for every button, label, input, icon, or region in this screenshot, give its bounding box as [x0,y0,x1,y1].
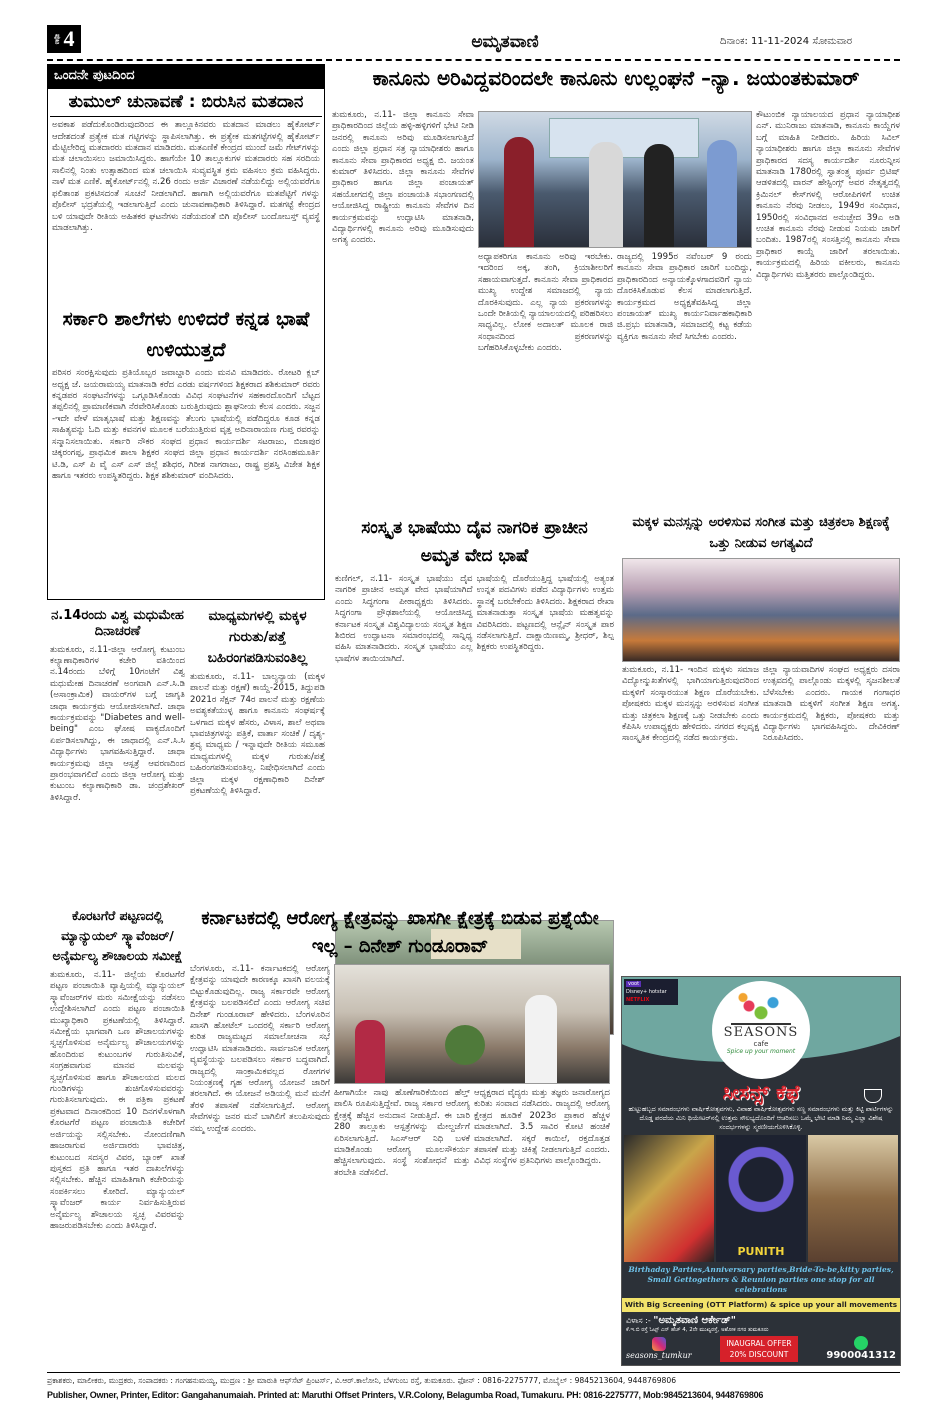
music-columns [622,665,900,974]
seasons-cafe-ad [621,976,901,1366]
instagram-handle[interactable]: seasons_tumkur [626,1351,692,1360]
ad-address-line [626,1314,896,1327]
health-subcolumns [334,1088,610,1366]
photo-person [504,137,534,247]
photo-person [707,140,737,248]
photo-health-minister [334,964,610,1084]
health-columns [190,964,610,1366]
whatsapp-icon [854,1336,868,1350]
photo-person [355,1020,385,1084]
main-article-col3: ರಾಜ್ಯದಲ್ಲಿ 1995ರ ನವೆಂಬರ್ 9 ರಂದು ಕಾನೂನು ಸೇವಾ ಪ್ರಾಧಿಕಾರ ಜಾರಿಗೆ ಬಂದಿದ್ದು, ಪ್ರಾಧಿಕಾರದಿಂದ ಅನ್ಯಾಯಕ್ಕೊಳಗಾದವರಿಗೆ ನ್ಯಾಯ ದೊರಕಿಸಿಕೊಡುವ ಕೆಲಸ ಮಾಡಲಾಗುತ್ತಿದೆ. ಕಾರ್ಯಕ್ರಮದ ಅಧ್ಯಕ್ಷತೆವಹಿಸಿದ್ದ ಜಿಲ್ಲಾ ಪಂಚಾಯತ್ ಮುಖ್ಯ ಕಾರ್ಯನಿರ್ವಾಹಕಾಧಿಕಾರಿ ಜಿ.ಪ್ರಭು ಮಾತನಾಡಿ, ಸಮಾಜದಲ್ಲಿ ಕಟ್ಟ ಕಡೆಯ ವ್ಯಕ್ತಿಗೂ ಕಾನೂನು ಸೇವೆ ಸಿಗಬೇಕು ಎಂದರು. [617,252,752,342]
koratagere-article [50,906,185,1366]
ad-phone[interactable]: 9900041312 [826,1350,896,1361]
photo-person [589,142,623,248]
header-divider [47,59,900,61]
article-tumul-body: ಅವಕಾಶ ಪಡೆದುಕೊಂಡಿರುವುದರಿಂದ ಈ ತಾಲ್ಲೂಕಿನವರು ಮತದಾನ ಮಾಡಲು ಹೈಕೋರ್ಟ್ ಆದೇಶದಂತೆ ಪ್ರತ್ಯೇಕ ಮತ ಗಟ್ಟಿಗಳನ್ನು ಸ್ಥಾಪಿಸಲಾಗಿತ್ತು. ಈ ಪ್ರತ್ಯೇಕ ಮತಗಟ್ಟೆಗಳಲ್ಲಿ ಹೈಕೋರ್ಟ್ ಮೆಟ್ಟಿಲೇರಿದ್ದ ಮತದಾರರು ಮತದಾನ ಮಾಡಿದರು. ಮತಎಣಿಕೆ ಕೇಂದ್ರದ ಮುಂದೆ ಜಮೆ ಗೇಟ್‌ಗಳನ್ನು ಮತ ಚಲಾಯಿಸಲು ಜಮಾಯಿಸಿದ್ದರು. ಹಾಗೆಯೇ 10 ತಾಲ್ಲೂಕುಗಳ ಮತದಾರರು ಸಹ ಸರದಿಯ ಸಾಲಿನಲ್ಲಿ ನಿಂತು ಉತ್ಸಾಹದಿಂದ ಮತ ಚಲಾಯಿಸಿ ಸುವ್ಯವಸ್ಥಿತ ಕ್ರಮ ವಹಿಸಲು ಕ್ರಮ ವಹಿಸಿದ್ದರು. ನಾಳೆ ಮತ ಎಣಿಕೆ. ಹೈಕೋರ್ಟ್‌ನಲ್ಲಿ ನ.26 ರಂದು ಅರ್ಜಿ ವಿಚಾರಣೆ ನಡೆಯಲಿದ್ದು ಅಲ್ಲಿಯವರೆಗೂ ಫಲಿತಾಂಶ ಪ್ರಕಟಿಸದಂತೆ ಸೂಚನೆ ನೀಡಲಾಗಿದೆ. ಹಾಗಾಗಿ ಅಲ್ಲಿಯವರೆಗೂ ಮತಪೆಟ್ಟಿಗೆ ಗಳನ್ನು ಪೊಲೀಸ್ ಭದ್ರತೆಯಲ್ಲಿ ಇಡಲಾಗುತ್ತಿದೆ ಎಂದು ಚುನಾವಣಾಧಿಕಾರಿ ತಿಳಿಸಿದ್ದಾರೆ. ಮತಗಟ್ಟೆ ಕೇಂದ್ರದ ಬಳಿ ಯಾವುದೇ ರೀತಿಯ ಅಹಿತಕರ ಘಟನೆಗಳು ನಡೆಯದಂತೆ ಬಿಗಿ ಪೊಲೀಸ್ ಬಂದೋಬಸ್ತ್ ವ್ಯವಸ್ಥೆ ಮಾಡಲಾಗಿತ್ತು. [52,120,320,233]
logo-tagline: Spice up your moment [726,1048,796,1055]
footer-english: Publisher, Owner, Printer, Editor: Gangahanumaiah. Printed at: Maruthi Offset Printers, V.R.Colony, Belagumba Road, Tumakuru. PH: 0816-2275777, Mob:9845213604, 9448769806 [47,1390,764,1400]
photo-music-group [622,558,900,662]
article-koratagere-body: ತುಮಕೂರು, ನ.11- ಜಿಲ್ಲೆಯ ಕೊರಟಗೆರೆ ಪಟ್ಟಣ ಪಂಚಾಯಿತಿ ವ್ಯಾಪ್ತಿಯಲ್ಲಿ ಮ್ಯಾನ್ಯುಯಲ್ ಸ್ಕ್ಯಾವೆಂಜರ್‌ಗಳ ಮರು ಸಮೀಕ್ಷೆಯನ್ನು ನಡೆಸಲು ಉದ್ದೇಶಿಸಲಾಗಿದೆ ಎಂದು ಪಟ್ಟಣ ಪಂಚಾಯಿತಿ ಮುಖ್ಯಾಧಿಕಾರಿ ಪ್ರಕಟಣೆಯಲ್ಲಿ ತಿಳಿಸಿದ್ದಾರೆ. ಸಮೀಕ್ಷೆಯ ಭಾಗವಾಗಿ ಒಣ ಶೌಚಾಲಯಗಳನ್ನು ಸ್ವಚ್ಛಗೊಳಿಸುವ ಅನೈರ್ಮಲ್ಯ ಶೌಚಾಲಯಗಳನ್ನು ಹೊಂದಿರುವ ಕುಟುಂಬಗಳ ಗುರುತಿಸುವಿಕೆ, ಸಂಗ್ರಹವಾಗುವ ಮಾನವ ಮಲವನ್ನು ಸ್ವಚ್ಛಗೊಳಿಸುವ ಹಾಗೂ ಶೌಚಾಲಯದ ಮಲದ ಗುಂಡಿಗಳನ್ನು ಶುಚಿಗೊಳಿಸುವವರನ್ನು ಗುರುತಿಸಲಾಗುವುದು. ಈ ಪತ್ರಿಕಾ ಪ್ರಕಟಣೆ ಪ್ರಕಟವಾದ ದಿನಾಂಕದಿಂದ 10 ದಿನಗಳೊಳಗಾಗಿ ಕೊರಟಗೆರೆ ಪಟ್ಟಣ ಪಂಚಾಯಿತಿ ಕಚೇರಿಗೆ ಅರ್ಜಿಯನ್ನು ಸಲ್ಲಿಸಬೇಕು. ನೋಂದಣಿಗಾಗಿ ಹಾಜರಾಗುವ ಅರ್ಜಿದಾರರು ಭಾವಚಿತ್ರ, ಕುಟುಂಬದ ಸದಸ್ಯರ ವಿವರ, ಬ್ಯಾಂಕ್ ಖಾತೆ ಪುಸ್ತಕದ ಪ್ರತಿ ಹಾಗೂ ಇತರ ದಾಖಲೆಗಳನ್ನು ಸಲ್ಲಿಸಬೇಕು. ಹೆಚ್ಚಿನ ಮಾಹಿತಿಗಾಗಿ ಕಚೇರಿಯನ್ನು ಸಂಪರ್ಕಿಸಲು ಕೋರಿದೆ. ಮ್ಯಾನ್ಯುಯಲ್ ಸ್ಕ್ಯಾವೆಂಜರ್ ಕಾರ್ಯ ನಿರ್ವಹಿಸುತ್ತಿರುವ ಅನೈರ್ಮಲ್ಯ ಶೌಚಾಲಯ ಸ್ವಚ್ಛ ವಿವರವನ್ನು ಹಾಜರುಪಡಿಸಬೇಕು ಎಂದು ತಿಳಿಸಿದ್ದಾರೆ. [50,970,185,1231]
section-banner: ಒಂದನೇ ಪುಟದಿಂದ [48,65,324,89]
headline-health: ಕರ್ನಾಟಕದಲ್ಲಿ ಆರೋಗ್ಯ ಕ್ಷೇತ್ರವನ್ನು ಖಾಸಗೀ ಕ್ಷೇತ್ರಕ್ಕೆ ಬಿಡುವ ಪ್ರಶ್ನೆಯೇ ಇಲ್ಲ – ದಿನೇಶ್ ಗುಂಡೂರಾವ್ [201,908,599,957]
article-sanskrit-col1: ಕುಣಿಗಲ್, ನ.11- ಸಂಸ್ಕೃತ ಭಾಷೆಯು ದೈವ ನಾಗರಿಕ ಪ್ರಾಚೀನ ಅಮೃತ ವೇದ ಭಾಷೆಯಾಗಿದೆ ಎಂದು ಸಿದ್ಧಗಂಗಾ ಪೀಠಾಧ್ಯಕ್ಷರು ತಿಳಿಸಿದರು. ಸಿದ್ಧಗಂಗಾ ಪ್ರೌಢಶಾಲೆಯಲ್ಲಿ ಆಯೋಜಿಸಿದ್ದ ಕರ್ನಾಟಕ ಸಂಸ್ಕೃತ ವಿಶ್ವವಿದ್ಯಾಲಯ ಸಂಸ್ಕೃತ ಶಿಕ್ಷಣ ಶಿಬಿರದ ಉದ್ಘಾಟನಾ ಸಮಾರಂಭದಲ್ಲಿ ಸಾನ್ನಿಧ್ಯ ವಹಿಸಿ ಮಾತನಾಡಿದರು. ಸಂಸ್ಕೃತ ಭಾಷೆಯು ಎಲ್ಲ ಭಾಷೆಗಳ ತಾಯಿಯಾಗಿದೆ. [335,574,473,664]
seasons-logo [712,981,810,1079]
photo-decor-hall [624,1135,714,1262]
photo-legal-awareness-event [478,111,752,248]
ad-address: ಕೆ.ಇ.ಬಿ ರಸ್ತೆ ಓಟ್ಸ್ ಎನ್ ಹೆಚ್ 4, 2ನೇ ಮುಖ್ಯರಸ್ತೆ, ಅಶೋಕ ನಗರ ತುಮಕೂರು [626,1326,769,1333]
headline-tumul: ತುಮುಲ್ ಚುನಾವಣೆ : ಬಿರುಸಿನ ಮತದಾನ [50,92,322,117]
photo-balloon-arch [716,1135,806,1262]
page-number: 4 [63,26,75,51]
instagram-icon [652,1337,666,1351]
ad-photo-collage [624,1135,898,1262]
address-name: "ಅಮೃತವಾಣಿ ಆರ್ಕೇಡ್" [653,1314,736,1326]
instagram-block [626,1337,692,1361]
page-label: ಪುಟ [53,33,62,45]
sanskrit-article [335,514,614,780]
ad-contact-row [622,1334,900,1365]
address-label: ವಿಳಾಸ :- [626,1315,651,1325]
photo-punith-text: PUNITH [737,1244,785,1258]
photo-banner [549,118,699,158]
continued-section-box [47,64,325,600]
headline-schools: ಸರ್ಕಾರಿ ಶಾಲೆಗಳು ಉಳಿದರೆ ಕನ್ನಡ ಭಾಷೆ ಉಳಿಯುತ್ತದೆ [62,308,310,362]
headline-koratagere: ಕೊರಟಗೆರೆ ಪಟ್ಟಣದಲ್ಲಿ ಮ್ಯಾನ್ಯುಯಲ್ ಸ್ಕ್ಯಾವೆಂಜರ್/ ಅನೈರ್ಮಲ್ಯ ಶೌಚಾಲಯ ಸಮೀಕ್ಷೆ [52,908,183,963]
ad-parties-text: Birthaday Parties,Anniversary parties,Bride-To-be,kitty parties, Small Gettogethers & Reunion parties one stop for all celebrations [628,1264,894,1294]
photo-cafe-interior [808,1135,898,1262]
main-headline: ಕಾನೂನು ಅರಿವಿದ್ದವರಿಂದಲೇ ಕಾನೂನು ಉಲ್ಲಂಘನೆ –ನ್ಯಾ. ಜಯಂತಕುಮಾರ್ [372,66,860,90]
photo-person [525,995,557,1084]
health-article [190,905,610,1366]
page-number-box [47,25,81,53]
main-article-col4: ಕೌಟುಂಬಿಕ ನ್ಯಾಯಾಲಯದ ಪ್ರಧಾನ ನ್ಯಾಯಾಧೀಶ ಎನ್. ಮುನಿರಾಜು ಮಾತನಾಡಿ, ಕಾನೂನು ಕಾಯ್ದೆಗಳ ಬಗ್ಗೆ ಮಾಹಿತಿ ನೀಡಿದರು. ಹಿರಿಯ ಸಿವಿಲ್ ನ್ಯಾಯಾಧೀಶರು ಹಾಗೂ ಜಿಲ್ಲಾ ಕಾನೂನು ಸೇವೆಗಳ ಪ್ರಾಧಿಕಾರದ ಸದಸ್ಯ ಕಾರ್ಯದರ್ಶಿ ನೂರುನ್ನೀಸ ಮಾತನಾಡಿ 1780ರಲ್ಲಿ ಸ್ವಾತಂತ್ರ್ಯ ಪೂರ್ವ ಬ್ರಿಟಿಷ್ ಆಡಳಿತದಲ್ಲಿ ವಾರನ್ ಹೇಸ್ಟಿಂಗ್ಸ್ ಅವರ ನೇತೃತ್ವದಲ್ಲಿ ಕ್ರಿಮಿನಲ್ ಕೇಸ್‌ಗಳಲ್ಲಿ ಆರೋಪಿಗಳಿಗೆ ಉಚಿತ ಕಾನೂನು ನೆರವು ನೀಡಲು, 1949ರ ಸಂವಿಧಾನ, 1950ರಲ್ಲಿ ಸಂವಿಧಾನದ ಅನುಚ್ಛೇದ 39ಎ ಅಡಿ ಉಚಿತ ಕಾನೂನು ನೆರವು ನೀಡುವ ನಿಯಮ ಜಾರಿಗೆ ಬಂದಿತು. 1987ರಲ್ಲಿ ಸಂಸತ್ತಿನಲ್ಲಿ ಕಾನೂನು ಸೇವಾ ಪ್ರಾಧಿಕಾರ ಕಾಯ್ದೆ ಜಾರಿಗೆ ತರಲಾಯಿತು. ಕಾರ್ಯಕ್ರಮದಲ್ಲಿ ಹಿರಿಯ ವಕೀಲರು, ಕಾನೂನು ವಿದ್ಯಾರ್ಥಿಗಳು ಮತ್ತಿತರರು ಪಾಲ್ಗೊಂಡಿದ್ದರು. [756,110,900,280]
logo-text: SEASONS [723,1025,799,1040]
ott-logos [624,979,678,1005]
article-sanskrit-col2: ಭಾಷೆಯಲ್ಲಿ ದೊರೆಯುತ್ತಿದ್ದ ಭಾಷೆಯಲ್ಲಿ ಅತ್ಯಂತ ಉನ್ನತ ಪದವಿಗಳು ಪಡೆದ ವಿದ್ಯಾರ್ಥಿಗಳು ಉತ್ತಮ ಸ್ಥಾನಕ್ಕೆ ಬರಬೇಕೆಂದು ತಿಳಿಸಿದರು. ಶಿಕ್ಷಕರಾದ ರೇಖಾ ಮಾತನಾಡುತ್ತಾ ಸಂಸ್ಕೃತ ಭಾಷೆಯ ಮಹತ್ವವನ್ನು ವಿವರಿಸಿದರು. ಪಟ್ಟಣದಲ್ಲಿ ಆನ್ಲೈನ್ ಸಂಸ್ಕೃತ ಪಾಠ ನಡೆಸಲಾಗುತ್ತಿದೆ. ದಾಕ್ಷಾಯಿಣಮ್ಮ, ಶ್ರೀಧರ್, ಶಿಲ್ಪ ಶಿಕ್ಷಕರು ಉಪಸ್ಥಿತರಿದ್ದರು. [476,574,614,653]
article-health-col1: ಬೆಂಗಳೂರು, ನ.11- ಕರ್ನಾಟಕದಲ್ಲಿ ಆರೋಗ್ಯ ಕ್ಷೇತ್ರವನ್ನು ಯಾವುದೇ ಕಾರಣಕ್ಕೂ ಖಾಸಗಿ ವಲಯಕ್ಕೆ ಬಿಟ್ಟುಕೊಡುವುದಿಲ್ಲ. ರಾಜ್ಯ ಸರ್ಕಾರವೇ ಆರೋಗ್ಯ ಕ್ಷೇತ್ರವನ್ನು ಬಲಪಡಿಸಲಿದೆ ಎಂದು ಆರೋಗ್ಯ ಸಚಿವ ದಿನೇಶ್ ಗುಂಡೂರಾವ್ ಹೇಳಿದರು. ಬೆಂಗಳೂರಿನ ಖಾಸಗಿ ಹೋಟೆಲ್ ಒಂದರಲ್ಲಿ ಸರ್ಕಾರಿ ಆರೋಗ್ಯ ಕುರಿತ ರಾಜ್ಯಮಟ್ಟದ ಸಮಾಲೋಚನಾ ಸಭೆ ಉದ್ಘಾಟಿಸಿ ಮಾತನಾಡಿದರು. ಸಾರ್ವಜನಿಕ ಆರೋಗ್ಯ ವ್ಯವಸ್ಥೆಯನ್ನು ಬಲಪಡಿಸಲು ಸರ್ಕಾರ ಬದ್ಧವಾಗಿದೆ. ರಾಜ್ಯದಲ್ಲಿ ಸಾಂಕ್ರಾಮಿಕವಲ್ಲದ ರೋಗಗಳ ನಿಯಂತ್ರಣಕ್ಕೆ ಗೃಹ ಆರೋಗ್ಯ ಯೋಜನೆ ಜಾರಿಗೆ ತರಲಾಗಿದೆ. ಈ ಯೋಜನೆ ಅಡಿಯಲ್ಲಿ ಮನೆ ಮನೆಗೆ ತೆರಳಿ ತಪಾಸಣೆ ನಡೆಸಲಾಗುತ್ತಿದೆ. ಆರೋಗ್ಯ ಸೇವೆಗಳನ್ನು ಜನರ ಮನೆ ಬಾಗಿಲಿಗೆ ತಲುಪಿಸುವುದು ನಮ್ಮ ಉದ್ದೇಶ ಎಂದರು. [190,964,330,1134]
headline-music: ಮಕ್ಕಳ ಮನಸ್ಸನ್ನು ಅರಳಿಸುವ ಸಂಗೀತ ಮತ್ತು ಚಿತ್ರಕಲಾ ಶಿಕ್ಷಣಕ್ಕೆ ಒತ್ತು ನೀಡುವ ಅಗತ್ಯವಿದೆ [632,515,890,551]
main-article-col1: ತುಮಕೂರು, ನ.11- ಜಿಲ್ಲಾ ಕಾನೂನು ಸೇವಾ ಪ್ರಾಧಿಕಾರದಿಂದ ಜಿಲ್ಲೆಯ ಹಳ್ಳಿ-ಹಳ್ಳಿಗಳಿಗೆ ಭೇಟಿ ನೀಡಿ ಜನರಲ್ಲಿ ಕಾನೂನು ಅರಿವು ಮೂಡಿಸಲಾಗುತ್ತಿದೆ ಎಂದು ಜಿಲ್ಲಾ ಪ್ರಧಾನ ಸತ್ರ ನ್ಯಾಯಾಧೀಶರು ಹಾಗೂ ಕಾನೂನು ಸೇವಾ ಪ್ರಾಧಿಕಾರದ ಅಧ್ಯಕ್ಷ ಬಿ. ಜಯಂತ ಕುಮಾರ್ ತಿಳಿಸಿದರು. ಜಿಲ್ಲಾ ಕಾನೂನು ಸೇವೆಗಳ ಪ್ರಾಧಿಕಾರ ಹಾಗೂ ಜಿಲ್ಲಾ ಪಂಚಾಯತ್ ಸಹಯೋಗದಲ್ಲಿ ಜಿಲ್ಲಾ ಪಂಚಾಯತಿ ಸಭಾಂಗಣದಲ್ಲಿ ಆಯೋಜಿಸಿದ್ದ ರಾಷ್ಟ್ರೀಯ ಕಾನೂನು ಸೇವೆಗಳ ದಿನ ಕಾರ್ಯಕ್ರಮವನ್ನು ಉದ್ಘಾಟಿಸಿ ಮಾತನಾಡಿ, ವಿದ್ಯಾರ್ಥಿಗಳಲ್ಲಿ ಕಾನೂನು ಅರಿವು ಮೂಡಿಸುವುದು ಅಗತ್ಯ ಎಂದರು. [332,110,474,246]
main-article-col2: ಅಧ್ಯಾಪಕರಿಗೂ ಕಾನೂನು ಅರಿವು ಇರಬೇಕು. ಇದರಿಂದ ಅಕ್ಕ, ತಂಗಿ, ಕ್ರಿಯಾಶೀಲರಿಗೆ ಸಹಾಯವಾಗುತ್ತದೆ. ಕಾನೂನು ಸೇವಾ ಪ್ರಾಧಿಕಾರದ ಮುಖ್ಯ ಉದ್ದೇಶ ಸಮಾಜದಲ್ಲಿ ನ್ಯಾಯ ದೊರಕಿಸುವುದು. ಎಲ್ಲ ನ್ಯಾಯ ಪ್ರಕರಣಗಳನ್ನು ಒಂದೇ ರೀತಿಯಲ್ಲಿ ನ್ಯಾಯಾಲಯದಲ್ಲಿ ಪರಿಹರಿಸಲು ಸಾಧ್ಯವಿಲ್ಲ. ಲೋಕ ಅದಾಲತ್ ಮೂಲಕ ರಾಜಿ ಸಂಧಾನದಿಂದ ಪ್ರಕರಣಗಳನ್ನು ಬಗೆಹರಿಸಿಕೊಳ್ಳಬೇಕು ಎಂದರು. [478,252,613,354]
phone-block [826,1336,896,1362]
inaugural-offer-badge [720,1336,797,1362]
ad-screening-banner: With Big Screening (OTT Platform) & spice up your all movements [622,1298,900,1312]
paper-name: ಅಮೃತವಾಣಿ [471,32,539,52]
footer-divider [47,1372,900,1373]
footer-kannada: ಪ್ರಕಾಶಕರು, ಮಾಲೀಕರು, ಮುದ್ರಕರು, ಸಂಪಾದಕರು : ಗಂಗಹನುಮಯ್ಯ, ಮುದ್ರಣ : ಶ್ರೀ ಮಾರುತಿ ಆಫ್‌ಸೆಟ್ ಪ್ರಿಂಟರ್ಸ್, ವಿ.ಆರ್.ಕಾಲೋನಿ, ಬೆಳಗುಂಬ ರಸ್ತೆ, ತುಮಕೂರು. ಫೋನ್ : 0816-2275777, ಮೊಬೈಲ್ : 9845213604, 9448769806 [47,1376,677,1385]
music-article [622,512,900,974]
photo-person [644,144,674,248]
ott-voot: voot [628,981,640,987]
offer-line-2: 20% DISCOUNT [729,1350,789,1359]
diabetes-article [50,608,185,898]
tree-icon [731,989,791,1025]
ad-description: ಹುಟ್ಟುಹಬ್ಬದ ಸಮಾರಂಭಗಳು ವಾರ್ಷಿಕೋತ್ಸವಗಳು, ವಿವಾಹ ವಾರ್ಷಿಕೋತ್ಸವಗಳು ಸಣ್ಣ ಸಮಾರಂಭಗಳು ಮತ್ತು ಕಿಟ್ಟಿ ಪಾರ್ಟಿಗಳನ್ನು ದೊಡ್ಡ ಪರದೆಯ ಮಿನಿ ಥಿಯೇಟರ್‌ನಲ್ಲಿ ಉತ್ತಮ ಸೌಲಭ್ಯದೊಂದಿಗೆ ಆಚರಿಸಲು ಒಮ್ಮೆ ಭೇಟಿ ಮಾಡಿ ನಿಮ್ಮ ಎಲ್ಲಾ ವಿಶೇಷ ಸಂದರ್ಭಗಳನ್ನು ಸ್ಮರಣೀಯಗೊಳಿಸಿಕೊಳ್ಳಿ. [628,1105,894,1131]
article-media-body: ತುಮಕೂರು, ನ.11- ಬಾಲ್ಯನ್ಯಾಯ (ಮಕ್ಕಳ ಪಾಲನೆ ಮತ್ತು ರಕ್ಷಣೆ) ಕಾಯ್ದೆ-2015, ತಿದ್ದುಪಡಿ 2021ರ ಸೆಕ್ಷನ್ 74ರ ಪಾಲನೆ ಮತ್ತು ರಕ್ಷಣೆಯ ಅವಶ್ಯಕತೆಯುಳ್ಳ ಹಾಗೂ ಕಾನೂನು ಸಂಘರ್ಷಕ್ಕೆ ಒಳಗಾದ ಮಕ್ಕಳ ಹೆಸರು, ವಿಳಾಸ, ಶಾಲೆ ಅಥವಾ ಭಾವಚಿತ್ರಗಳನ್ನು ಪತ್ರಿಕೆ, ವಾರ್ತಾ ಸಂಚಿಕೆ / ದೃಶ್ಯ-ಶ್ರವ್ಯ ಮಾಧ್ಯಮ / ಇನ್ನಾವುದೇ ರೀತಿಯ ಸಮೂಹ ಮಾಧ್ಯಮಗಳಲ್ಲಿ ಮಕ್ಕಳ ಗುರುತು/ಪತ್ತೆ ಬಹಿರಂಗಪಡಿಸುವಂತಿಲ್ಲ. ನಿಷೇಧಿಸಲಾಗಿದೆ ಎಂದು ಜಿಲ್ಲಾ ಮಕ್ಕಳ ರಕ್ಷಣಾಧಿಕಾರಿ ದಿನೇಶ್ ಪ್ರಕಟಣೆಯಲ್ಲಿ ತಿಳಿಸಿದ್ದಾರೆ. [190,672,325,797]
article-music-col1: ತುಮಕೂರು, ನ.11- ಇಂದಿನ ಮಕ್ಕಳು ಸಮಾಜ ವಿದ್ಯೋನ್ಮುಖತೆಗಳಲ್ಲಿ ಭಾಗಿಯಾಗುತ್ತಿರುವುದರಿಂದ ಮಕ್ಕಳಿಗೆ ಸಂಸ್ಕಾರಯುತ ಶಿಕ್ಷಣ ದೊರೆಯಬೇಕು. ಪೋಷಕರು ಮಕ್ಕಳ ಮನಸ್ಸನ್ನು ಅರಳಿಸುವ ಸಂಗೀತ ಮತ್ತು ಚಿತ್ರಕಲಾ ಶಿಕ್ಷಣಕ್ಕೆ ಒತ್ತು ನೀಡಬೇಕು ಎಂದು ಕೆಪಿಸಿಸಿ ಉಪಾಧ್ಯಕ್ಷರು ಹೇಳಿದರು. ನಗರದ ಕಲ್ಪವೃಕ್ಷ ಸಾಂಸ್ಕೃತಿಕ ಕೇಂದ್ರದಲ್ಲಿ ನಡೆದ ಕಾರ್ಯಕ್ರಮ. [622,665,759,744]
health-right-block [334,964,610,1366]
issue-date: ದಿನಾಂಕ: 11-11-2024 ಸೋಮವಾರ [720,36,853,47]
article-music-col2: ಜಿಲ್ಲಾ ನ್ಯಾಯವಾದಿಗಳ ಸಂಘದ ಅಧ್ಯಕ್ಷರು ದಸರಾ ಉತ್ಸವದಲ್ಲಿ ಪಾಲ್ಗೊಂಡು ಮಕ್ಕಳಲ್ಲಿ ಸೃಜನಶೀಲತೆ ಬೆಳೆಸಬೇಕು ಎಂದರು. ಗಾಯಕ ಗಂಗಾಧರ ಮಾತನಾಡಿ ಮಕ್ಕಳಿಗೆ ಸಂಗೀತ ಶಿಕ್ಷಣ ಅಗತ್ಯ. ಕಾರ್ಯಕ್ರಮದಲ್ಲಿ ಶಿಕ್ಷಕರು, ಪೋಷಕರು ಮತ್ತು ವಿದ್ಯಾರ್ಥಿಗಳು ಭಾಗವಹಿಸಿದ್ದರು. ದೇವಿಕಿರಣ್ ನಿರೂಪಿಸಿದರು. [763,665,900,744]
ott-netflix: NETFLIX [626,997,650,1003]
article-schools-body: ಪರಿಸರ ಸಂರಕ್ಷಿಸುವುದು ಪ್ರತಿಯೊಬ್ಬರ ಜವಾಬ್ದಾರಿ ಎಂದು ಮನವಿ ಮಾಡಿದರು. ರೋಟರಿ ಕ್ಲಬ್ ಅಧ್ಯಕ್ಷ ಜೆ. ಜಯರಾಮಯ್ಯ ಮಾತನಾಡಿ ಕರೆದ ಎರಡು ವರ್ಷಗಳಿಂದ ಶಿಕ್ಷಕರಾದ ಶಶಿಕುಮಾರ್ ರವರು ಕನ್ನಡಪರ ಸಂಘಟನೆಗಳನ್ನು ಒಗ್ಗೂಡಿಸಿಕೊಂಡು ವಿವಿಧ ಸಂಘಟನೆಗಳ ಸಹಕಾರದೊಂದಿಗೆ ಬೆಟ್ಟದ ತಪ್ಪಲಿನಲ್ಲಿ ಪ್ರಾಮಾಣಿಕವಾಗಿ ನೆರವೇರಿಸಿಕೊಂಡು ಬರುತ್ತಿರುವುದು ಶ್ಲಾಘನೀಯ ಕೆಲಸ ಎಂದರು. ಸಜ್ಜನ -ಇದೇ ವೇಳೆ ಮಾತೃಭಾಷೆ ಮತ್ತು ಶಿಕ್ಷಣವನ್ನು ತೆಲುಗು ಭಾಷೆಯಲ್ಲಿ ಪಡೆದಿದ್ದರೂ ಕೂಡ ಕನ್ನಡ ಸಾಹಿತ್ಯವನ್ನು ಓದಿ ಮತ್ತು ಕವನಗಳ ಮೂಲಕ ಬರೆಯುತ್ತಿರುವ ವೃತ್ತ ಅದಿನಾರಾಯಣ ಗುಪ್ತ ರವರನ್ನು ಸನ್ಮಾನಿಸಲಾಯಿತು. ಸರ್ಕಾರಿ ನೌಕರ ಸಂಘದ ಪ್ರಧಾನ ಕಾರ್ಯದರ್ಶಿ ಸಟರಾಜು, ಬಿಜಾಪುರ ಚಿಕ್ಕರಂಗಪ್ಪ, ಪ್ರಾಥಮಿಕ ಶಾಲಾ ಶಿಕ್ಷಕರ ಸಂಘದ ಜಿಲ್ಲಾ ಪ್ರಧಾನ ಕಾರ್ಯದರ್ಶಿ ನರಸಿಂಹಮೂರ್ತಿ ಟಿ.ಡಿ, ಎಸ್ ಪಿ ವೈ ಎಸ್ ಎಸ್ ಜಿಲ್ಲೆ ಶಶಿಧರ, ಗಿರೀಶ ನಾಗರಾಜು, ರಾಷ್ಟ್ರ ಪ್ರಶಸ್ತಿ ವಿಜೇತ ಶಿಕ್ಷಕ ಹಾಗೂ ಇತರರು ಉಪಸ್ಥಿತರಿದ್ದರು. ಶಿಕ್ಷಕ ಶಶಿಕುಮಾರ್ ವಂದಿಸಿದರು. [52,368,320,481]
headline-sanskrit: ಸಂಸ್ಕೃತ ಭಾಷೆಯು ದೈವ ನಾಗರಿಕ ಪ್ರಾಚೀನ ಅಮೃತ ವೇದ ಭಾಷೆ [361,518,588,566]
logo-sub: cafe [753,1040,769,1048]
ad-title: ಸೀಸನ್ಸ್ ಕೆಫೆ [722,1080,800,1104]
sanskrit-columns [335,574,614,780]
article-health-col2: ಹೀಗಾಗಿಯೇ ನಾವು ಹೊಣೆಗಾರಿಕೆಯಿಂದ ಹೆಲ್ತ್ ಪಾಲಿಸಿ ರೂಪಿಸುತ್ತಿದ್ದೇವೆ. ರಾಜ್ಯ ಸರ್ಕಾರ ಆರೋಗ್ಯ ಕ್ಷೇತ್ರಕ್ಕೆ ಹೆಚ್ಚಿನ ಅನುದಾನ ನೀಡುತ್ತಿದೆ. ಈ ಬಾರಿ 280 ತಾಲ್ಲೂಕು ಆಸ್ಪತ್ರೆಗಳನ್ನು ಮೇಲ್ದರ್ಜೆಗೆ ಏರಿಸಲಾಗುತ್ತಿದೆ. ಸಿಎಸ್ಆರ್ ನಿಧಿ ಬಳಕೆ ಮಾಡಿಕೊಂಡು ಆರೋಗ್ಯ ಮೂಲಸೌಕರ್ಯ ಹೆಚ್ಚಿಸಲಾಗುವುದು. ಸಂಸ್ಥೆ ಸಂಶೋಧನೆ ಮತ್ತು ತರಬೇತಿ ನಡೆಸಲಿದೆ. [334,1088,470,1178]
media-article [190,606,325,904]
photo-plant [445,1025,485,1065]
headline-diabetes: ನ.14ರಂದು ವಿಶ್ವ ಮಧುಮೇಹ ದಿನಾಚರಣೆ [51,608,184,640]
article-health-col3: ಆಧ್ಯಕ್ಷರಾದ ವೈದ್ಯರು ಮತ್ತು ತಜ್ಞರು ಜನಾರೋಗ್ಯದ ಕುರಿತು ಸಂವಾದ ನಡೆಸಿದರು. ರಾಜ್ಯದಲ್ಲಿ ಆರೋಗ್ಯ ಕ್ಷೇತ್ರದ ಹೂಡಿಕೆ 2023ರ ಪ್ರಾಕಾರ ಹೆಚ್ಚಳ ಮಾಡಲಾಗಿದೆ. 3.5 ಸಾವಿರ ಕೋಟಿ ಹಂಚಿಕೆ ಮಾಡಲಾಗಿದೆ. ಸಕ್ಕರೆ ಕಾಯಿಲೆ, ರಕ್ತದೊತ್ತಡ ತಪಾಸಣೆ ಮತ್ತು ಚಿಕಿತ್ಸೆ ನೀಡಲಾಗುತ್ತಿದೆ ಎಂದರು. ವಿವಿಧ ಸಂಸ್ಥೆಗಳ ಪ್ರತಿನಿಧಿಗಳು ಪಾಲ್ಗೊಂಡಿದ್ದರು. [474,1088,610,1167]
article-diabetes-body: ತುಮಕೂರು, ನ.11-ಜಿಲ್ಲಾ ಆರೋಗ್ಯ ಕುಟುಂಬ ಕಲ್ಯಾಣಾಧಿಕಾರಿಗಳ ಕಚೇರಿ ವತಿಯಿಂದ ನ.14ರಂದು ಬೆಳಿಗ್ಗೆ 10ಗಂಟೆಗೆ ವಿಶ್ವ ಮಧುಮೇಹ ದಿನಾಚರಣೆ ಅಂಗವಾಗಿ ಎನ್.ಸಿ.ಡಿ (ಅಸಾಂಕ್ರಾಮಿಕ) ವಾಯರ್‌ಗಳ ಬಗ್ಗೆ ಜಾಗೃತಿ ಜಾಥಾ ಕಾರ್ಯಕ್ರಮ ಆಯೋಜಿಸಲಾಗಿದೆ. ಜಾಥಾ ಕಾರ್ಯಕ್ರಮವನ್ನು "Diabetes and well-being" ಎಂಬ ಘೋಷ ವಾಕ್ಯದೊಂದಿಗೆ ಏರ್ಪಡಿಸಲಾಗಿದ್ದು, ಈ ಜಾಥಾದಲ್ಲಿ ಎನ್.ಸಿ.ಸಿ ವಿದ್ಯಾರ್ಥಿಗಳು ಭಾಗವಹಿಸುತ್ತಿದ್ದಾರೆ. ಜಾಥಾ ಕಾರ್ಯಕ್ರಮವು ಜಿಲ್ಲಾ ಆಸ್ಪತ್ರೆ ಆವರಣದಿಂದ ಪ್ರಾರಂಭವಾಗಲಿದೆ ಎಂದು ಜಿಲ್ಲಾ ಆರೋಗ್ಯ ಮತ್ತು ಕುಟುಂಬ ಕಲ್ಯಾಣಾಧಿಕಾರಿ ಡಾ. ಚಂದ್ರಶೇಖರ್ ತಿಳಿಸಿದ್ದಾರೆ. [50,644,185,803]
headline-media: ಮಾಧ್ಯಮಗಳಲ್ಲಿ ಮಕ್ಕಳ ಗುರುತು/ಪತ್ತೆ ಬಹಿರಂಗಪಡಿಸುವಂತಿಲ್ಲ [207,608,308,666]
ott-hotstar: Disney+ hotstar [626,989,667,995]
offer-line-1: INAUGRAL OFFER [726,1339,792,1348]
